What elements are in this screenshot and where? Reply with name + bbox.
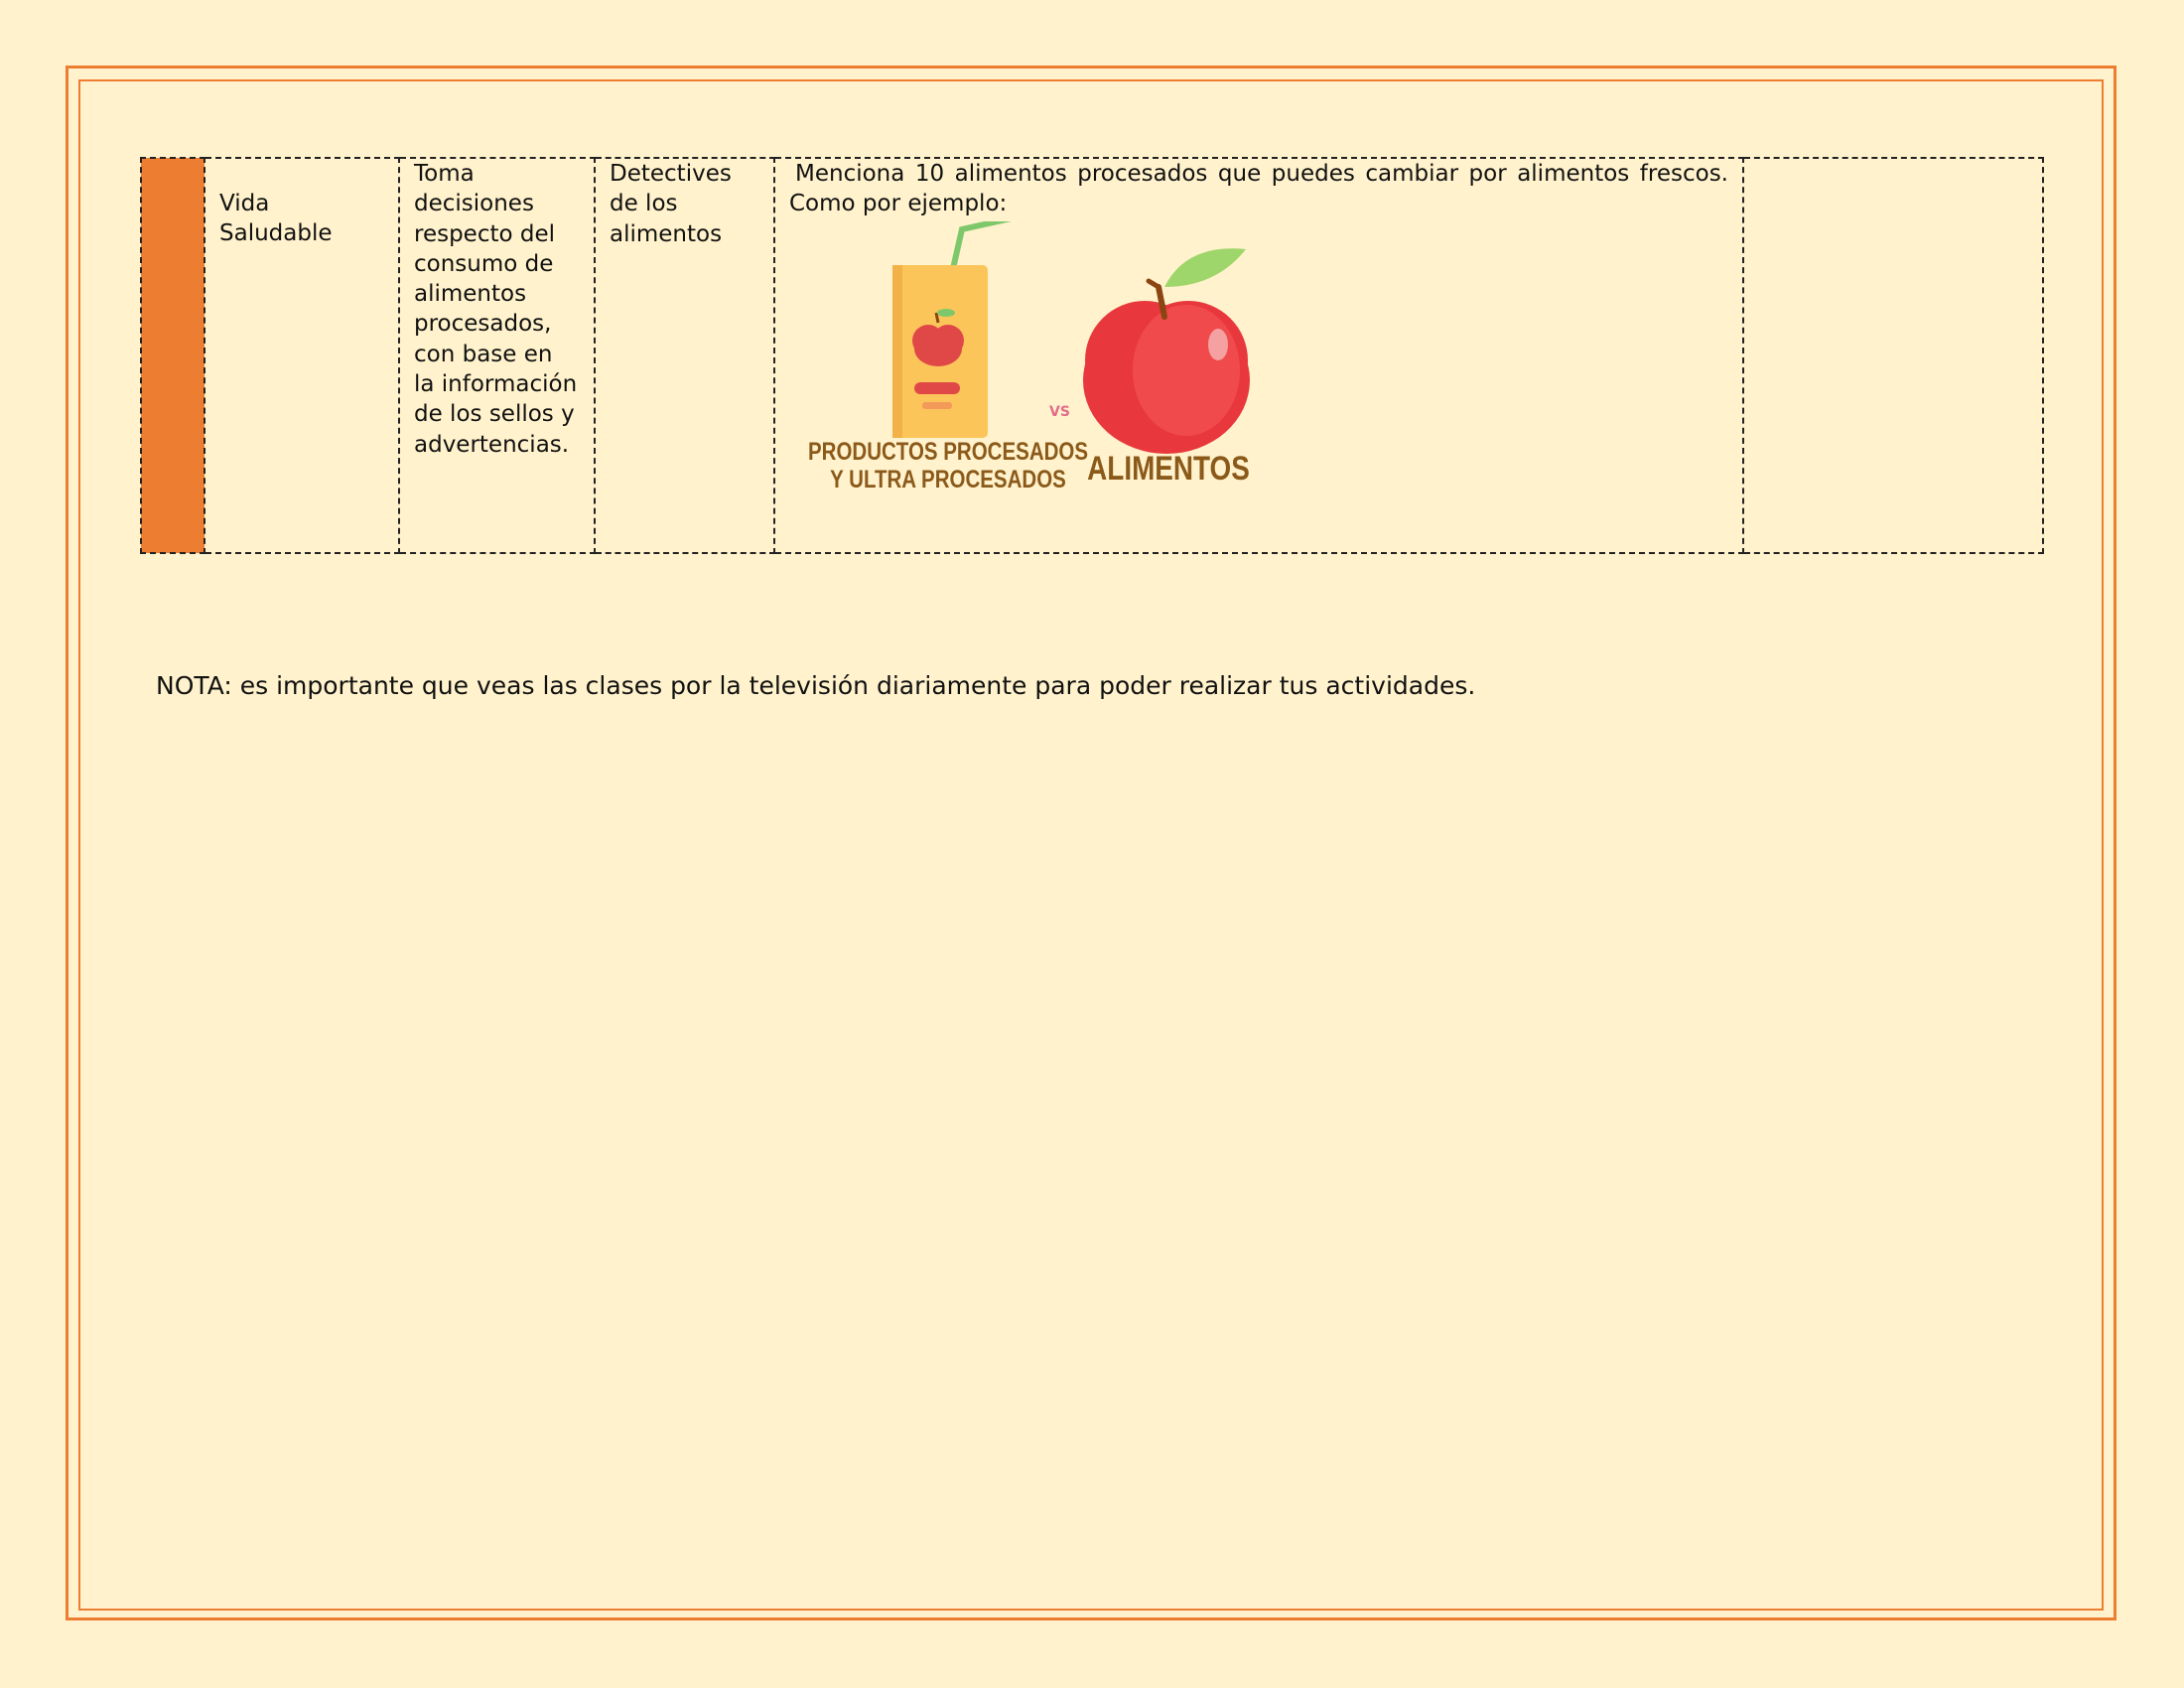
table-row: [141, 158, 2043, 553]
activity-table: [140, 157, 2044, 554]
processed-caption-line-2: Y ULTRA PROCESADOS: [830, 464, 1066, 493]
activity-name-text: Detectives de los alimentos: [610, 161, 732, 247]
instruction-line-2: Como por ejemplo:: [789, 191, 1008, 217]
area-cell: [205, 158, 399, 553]
juice-box-icon: [892, 221, 1016, 438]
versus-label: VS: [1049, 403, 1070, 420]
apple-icon: [1083, 248, 1250, 454]
area-text: Vida Saludable: [219, 191, 333, 247]
learning-cell: [399, 158, 595, 553]
evidence-cell: [1743, 158, 2043, 553]
note-text: NOTA: es importante que veas las clases por la televisión diariamente para poder realizar tus actividades.: [156, 671, 1476, 700]
activity-name-cell: [595, 158, 774, 553]
processed-vs-fresh-illustration: [789, 221, 1728, 529]
instruction-cell: [774, 158, 1743, 553]
processed-caption-line-1: PRODUCTOS PROCESADOS: [807, 436, 1089, 466]
fresh-caption: ALIMENTOS: [1087, 448, 1250, 488]
orange-stripe-cell: [141, 158, 205, 553]
instruction-line-1: Menciona 10 alimentos procesados que puedes cambiar por alimentos frescos.: [795, 161, 1728, 187]
learning-text: Toma decisiones respecto del consumo de alimentos procesados, con base en la información de los sellos y advertencias.: [414, 161, 578, 458]
